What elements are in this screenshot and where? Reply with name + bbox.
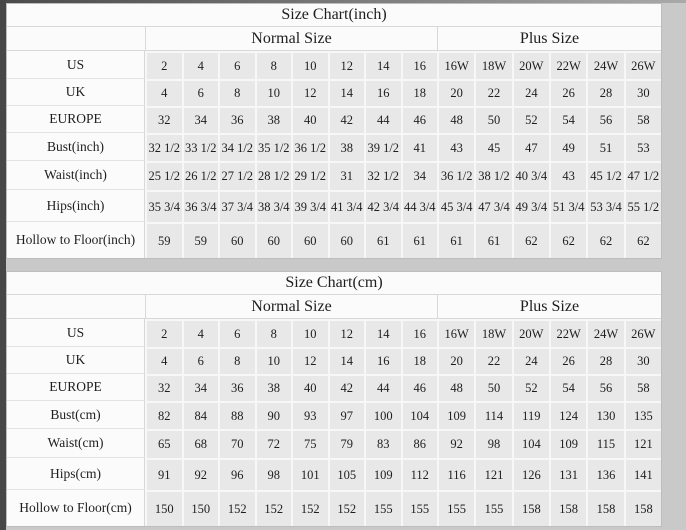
top-edge-strip: [0, 0, 686, 3]
data-cell: 58: [624, 374, 661, 401]
data-cell: 26W: [624, 51, 661, 79]
data-cell: 60: [291, 222, 328, 258]
row-label-uk: UK: [7, 79, 145, 106]
data-cell: 41: [401, 133, 438, 161]
row-label-bust-cm: Bust(cm): [7, 401, 145, 429]
data-cell: 32: [145, 374, 182, 401]
data-cell: 16: [401, 319, 438, 347]
data-cell: 12: [291, 79, 328, 106]
data-cell: 152: [328, 490, 365, 526]
data-cell: 54: [549, 374, 586, 401]
data-cell: 18W: [474, 319, 511, 347]
data-cell: 45 3/4: [437, 190, 474, 222]
corner-blank-cell: [7, 27, 145, 51]
data-cell: 14: [328, 347, 365, 374]
data-cell: 152: [218, 490, 255, 526]
data-cell: 96: [218, 458, 255, 490]
data-cell: 36 1/2: [291, 133, 328, 161]
data-cell: 116: [437, 458, 474, 490]
data-cell: 31: [328, 161, 365, 190]
data-cell: 10: [291, 319, 328, 347]
data-cell: 59: [182, 222, 219, 258]
data-cell: 105: [328, 458, 365, 490]
data-cell: 83: [364, 429, 401, 458]
data-cell: 18: [401, 347, 438, 374]
data-cell: 124: [549, 401, 586, 429]
data-cell: 16: [364, 347, 401, 374]
data-cell: 109: [364, 458, 401, 490]
data-cell: 36 3/4: [182, 190, 219, 222]
data-cell: 16W: [437, 319, 474, 347]
group-header-normal-size: Normal Size: [145, 295, 437, 319]
data-cell: 58: [624, 106, 661, 133]
data-cell: 62: [549, 222, 586, 258]
data-cell: 36: [218, 106, 255, 133]
data-cell: 38 3/4: [255, 190, 292, 222]
data-cell: 97: [328, 401, 365, 429]
data-cell: 6: [218, 319, 255, 347]
data-cell: 104: [512, 429, 549, 458]
data-cell: 100: [364, 401, 401, 429]
data-cell: 8: [255, 319, 292, 347]
data-cell: 65: [145, 429, 182, 458]
size-chart-cm-table: [7, 272, 661, 526]
row-label-hips-inch: Hips(inch): [7, 190, 145, 222]
data-cell: 14: [328, 79, 365, 106]
data-cell: 158: [512, 490, 549, 526]
data-cell: 136: [586, 458, 623, 490]
data-cell: 39 1/2: [364, 133, 401, 161]
data-cell: 38: [255, 106, 292, 133]
data-cell: 8: [218, 79, 255, 106]
data-cell: 26W: [624, 319, 661, 347]
data-cell: 47 3/4: [474, 190, 511, 222]
data-cell: 20W: [512, 319, 549, 347]
data-cell: 45 1/2: [586, 161, 623, 190]
data-cell: 61: [401, 222, 438, 258]
data-cell: 121: [474, 458, 511, 490]
row-label-hollow-to-floor-inch: Hollow to Floor(inch): [7, 222, 145, 258]
row-label-hollow-to-floor-cm: Hollow to Floor(cm): [7, 490, 145, 526]
data-cell: 82: [145, 401, 182, 429]
data-cell: 158: [549, 490, 586, 526]
data-cell: 152: [255, 490, 292, 526]
data-cell: 70: [218, 429, 255, 458]
data-cell: 92: [182, 458, 219, 490]
data-cell: 54: [549, 106, 586, 133]
data-cell: 34: [182, 374, 219, 401]
data-cell: 43: [549, 161, 586, 190]
data-cell: 42: [328, 374, 365, 401]
group-header-plus-size: Plus Size: [437, 27, 661, 51]
corner-blank-cell: [7, 295, 145, 319]
data-cell: 12: [328, 51, 365, 79]
data-cell: 32: [145, 106, 182, 133]
data-cell: 101: [291, 458, 328, 490]
data-cell: 52: [512, 106, 549, 133]
data-cell: 60: [218, 222, 255, 258]
data-cell: 26: [549, 79, 586, 106]
data-cell: 75: [291, 429, 328, 458]
data-cell: 49: [549, 133, 586, 161]
data-cell: 115: [586, 429, 623, 458]
data-cell: 61: [364, 222, 401, 258]
data-cell: 72: [255, 429, 292, 458]
data-cell: 53: [624, 133, 661, 161]
left-edge-strip: [0, 0, 6, 530]
data-cell: 59: [145, 222, 182, 258]
data-cell: 22: [474, 79, 511, 106]
data-cell: 16: [401, 51, 438, 79]
row-label-hips-cm: Hips(cm): [7, 458, 145, 490]
data-cell: 84: [182, 401, 219, 429]
data-cell: 24: [512, 347, 549, 374]
data-cell: 51: [586, 133, 623, 161]
data-cell: 32 1/2: [145, 133, 182, 161]
data-cell: 135: [624, 401, 661, 429]
data-cell: 44: [364, 106, 401, 133]
data-cell: 40 3/4: [512, 161, 549, 190]
data-cell: 52: [512, 374, 549, 401]
row-label-uk: UK: [7, 347, 145, 374]
data-cell: 91: [145, 458, 182, 490]
data-cell: 2: [145, 319, 182, 347]
data-cell: 130: [586, 401, 623, 429]
data-cell: 14: [364, 319, 401, 347]
data-cell: 12: [291, 347, 328, 374]
data-cell: 24: [512, 79, 549, 106]
data-cell: 158: [586, 490, 623, 526]
data-cell: 46: [401, 106, 438, 133]
data-cell: 62: [512, 222, 549, 258]
data-cell: 6: [182, 79, 219, 106]
data-cell: 14: [364, 51, 401, 79]
data-cell: 56: [586, 106, 623, 133]
data-cell: 62: [586, 222, 623, 258]
data-cell: 34 1/2: [218, 133, 255, 161]
data-cell: 22: [474, 347, 511, 374]
data-cell: 30: [624, 347, 661, 374]
data-cell: 53 3/4: [586, 190, 623, 222]
data-cell: 48: [437, 374, 474, 401]
data-cell: 30: [624, 79, 661, 106]
data-cell: 42 3/4: [364, 190, 401, 222]
data-cell: 35 3/4: [145, 190, 182, 222]
data-cell: 20W: [512, 51, 549, 79]
data-cell: 48: [437, 106, 474, 133]
data-cell: 121: [624, 429, 661, 458]
data-cell: 28: [586, 347, 623, 374]
data-cell: 10: [291, 51, 328, 79]
row-label-waist-inch: Waist(inch): [7, 161, 145, 190]
data-cell: 43: [437, 133, 474, 161]
data-cell: 12: [328, 319, 365, 347]
data-cell: 36: [218, 374, 255, 401]
row-label-us: US: [7, 319, 145, 347]
data-cell: 68: [182, 429, 219, 458]
data-cell: 4: [182, 319, 219, 347]
data-cell: 22W: [549, 319, 586, 347]
data-cell: 49 3/4: [512, 190, 549, 222]
data-cell: 126: [512, 458, 549, 490]
data-cell: 38 1/2: [474, 161, 511, 190]
data-cell: 16: [364, 79, 401, 106]
data-cell: 150: [145, 490, 182, 526]
group-header-plus-size: Plus Size: [437, 295, 661, 319]
data-cell: 34: [182, 106, 219, 133]
data-cell: 55 1/2: [624, 190, 661, 222]
group-header-normal-size: Normal Size: [145, 27, 437, 51]
row-label-europe: EUROPE: [7, 374, 145, 401]
data-cell: 36 1/2: [437, 161, 474, 190]
data-cell: 51 3/4: [549, 190, 586, 222]
data-cell: 18: [401, 79, 438, 106]
data-cell: 25 1/2: [145, 161, 182, 190]
data-cell: 35 1/2: [255, 133, 292, 161]
data-cell: 46: [401, 374, 438, 401]
data-cell: 4: [145, 347, 182, 374]
data-cell: 8: [255, 51, 292, 79]
data-cell: 4: [182, 51, 219, 79]
data-cell: 60: [328, 222, 365, 258]
data-cell: 61: [474, 222, 511, 258]
data-cell: 88: [218, 401, 255, 429]
data-cell: 4: [145, 79, 182, 106]
data-cell: 20: [437, 79, 474, 106]
data-cell: 2: [145, 51, 182, 79]
data-cell: 44: [364, 374, 401, 401]
data-cell: 29 1/2: [291, 161, 328, 190]
data-cell: 20: [437, 347, 474, 374]
data-cell: 98: [474, 429, 511, 458]
data-cell: 155: [364, 490, 401, 526]
data-cell: 104: [401, 401, 438, 429]
data-cell: 90: [255, 401, 292, 429]
data-cell: 92: [437, 429, 474, 458]
data-cell: 150: [182, 490, 219, 526]
data-cell: 50: [474, 374, 511, 401]
data-cell: 8: [218, 347, 255, 374]
data-cell: 26: [549, 347, 586, 374]
data-cell: 131: [549, 458, 586, 490]
data-cell: 22W: [549, 51, 586, 79]
data-cell: 141: [624, 458, 661, 490]
data-cell: 98: [255, 458, 292, 490]
row-label-bust-inch: Bust(inch): [7, 133, 145, 161]
data-cell: 93: [291, 401, 328, 429]
data-cell: 24W: [586, 319, 623, 347]
data-cell: 33 1/2: [182, 133, 219, 161]
data-cell: 114: [474, 401, 511, 429]
data-cell: 152: [291, 490, 328, 526]
data-cell: 61: [437, 222, 474, 258]
data-cell: 40: [291, 106, 328, 133]
data-cell: 119: [512, 401, 549, 429]
data-cell: 24W: [586, 51, 623, 79]
data-cell: 155: [474, 490, 511, 526]
data-cell: 26 1/2: [182, 161, 219, 190]
data-cell: 38: [255, 374, 292, 401]
row-label-us: US: [7, 51, 145, 79]
data-cell: 44 3/4: [401, 190, 438, 222]
data-cell: 34: [401, 161, 438, 190]
data-cell: 27 1/2: [218, 161, 255, 190]
data-cell: 42: [328, 106, 365, 133]
data-cell: 28 1/2: [255, 161, 292, 190]
row-label-waist-cm: Waist(cm): [7, 429, 145, 458]
data-cell: 56: [586, 374, 623, 401]
data-cell: 62: [624, 222, 661, 258]
data-cell: 109: [549, 429, 586, 458]
data-cell: 6: [182, 347, 219, 374]
data-cell: 79: [328, 429, 365, 458]
data-cell: 10: [255, 347, 292, 374]
data-cell: 37 3/4: [218, 190, 255, 222]
data-cell: 32 1/2: [364, 161, 401, 190]
data-cell: 155: [437, 490, 474, 526]
data-cell: 47: [512, 133, 549, 161]
data-cell: 158: [624, 490, 661, 526]
data-cell: 10: [255, 79, 292, 106]
data-cell: 18W: [474, 51, 511, 79]
data-cell: 86: [401, 429, 438, 458]
table-title-cm: Size Chart(cm): [7, 272, 661, 295]
data-cell: 112: [401, 458, 438, 490]
data-cell: 109: [437, 401, 474, 429]
data-cell: 60: [255, 222, 292, 258]
data-cell: 39 3/4: [291, 190, 328, 222]
data-cell: 40: [291, 374, 328, 401]
data-cell: 45: [474, 133, 511, 161]
size-chart-inch-table: [7, 4, 661, 258]
data-cell: 50: [474, 106, 511, 133]
data-cell: 28: [586, 79, 623, 106]
data-cell: 16W: [437, 51, 474, 79]
data-cell: 47 1/2: [624, 161, 661, 190]
row-label-europe: EUROPE: [7, 106, 145, 133]
data-cell: 6: [218, 51, 255, 79]
data-cell: 41 3/4: [328, 190, 365, 222]
data-cell: 38: [328, 133, 365, 161]
data-cell: 155: [401, 490, 438, 526]
table-title-inch: Size Chart(inch): [7, 4, 661, 27]
